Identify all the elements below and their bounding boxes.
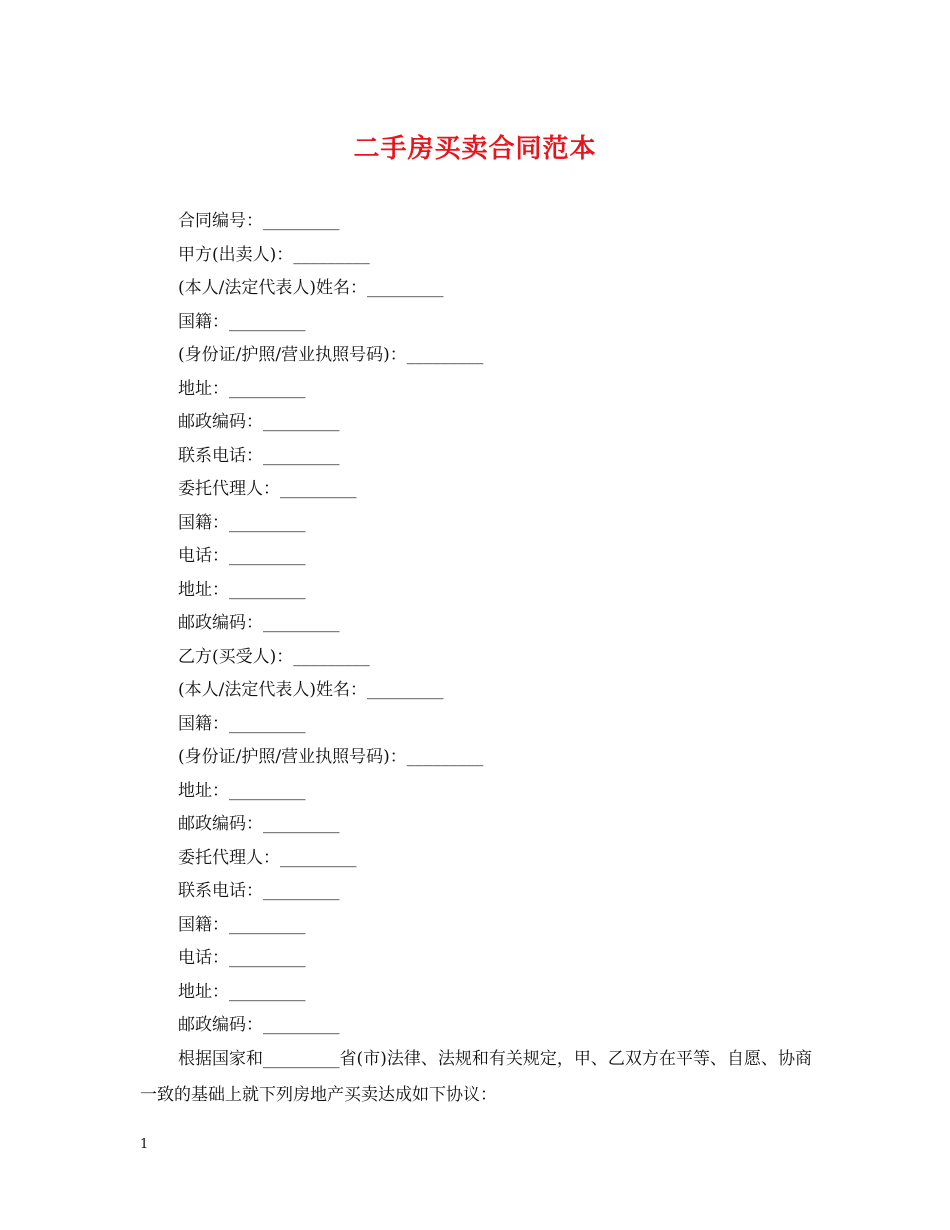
field-line: 合同编号：_________ — [178, 211, 340, 231]
field-line: 邮政编码：_________ — [178, 814, 340, 834]
field-line: (身份证/护照/营业执照号码)：_________ — [178, 747, 484, 767]
field-line: 电话：_________ — [178, 546, 306, 566]
field-line: 甲方(出卖人)：_________ — [178, 244, 370, 265]
field-line: 联系电话：_________ — [178, 881, 340, 901]
field-line: 地址：_________ — [178, 780, 306, 801]
field-line: (身份证/护照/营业执照号码)：_________ — [178, 345, 484, 365]
field-line: 地址：_________ — [178, 981, 306, 1002]
document-title: 二手房买卖合同范本 — [353, 134, 597, 164]
field-line: 国籍：_________ — [178, 713, 306, 734]
field-line: 乙方(买受人)：_________ — [178, 646, 370, 667]
field-line: 国籍：_________ — [178, 512, 306, 533]
contract-fields — [178, 205, 818, 1043]
field-line: 地址：_________ — [178, 579, 306, 600]
field-line: (本人/法定代表人)姓名：_________ — [178, 680, 444, 700]
field-line: 电话：_________ — [178, 948, 306, 968]
field-line: 邮政编码：_________ — [178, 1015, 340, 1035]
field-line: 委托代理人：_________ — [178, 847, 357, 868]
field-line: (本人/法定代表人)姓名：_________ — [178, 278, 444, 298]
field-line: 国籍：_________ — [178, 914, 306, 935]
agreement-paragraph: 根据国家和_________省(市)法律、法规和有关规定，甲、乙双方在平等、自愿、协商一致的基础上就下列房地产买卖达成如下协议： — [140, 1049, 812, 1105]
field-line: 邮政编码：_________ — [178, 412, 340, 432]
field-line: 地址：_________ — [178, 378, 306, 399]
field-line: 委托代理人：_________ — [178, 479, 357, 499]
field-line: 国籍：_________ — [178, 311, 306, 332]
page-number: 1 — [140, 1137, 149, 1152]
field-line: 邮政编码：_________ — [178, 613, 340, 633]
field-line: 联系电话：_________ — [178, 445, 340, 466]
